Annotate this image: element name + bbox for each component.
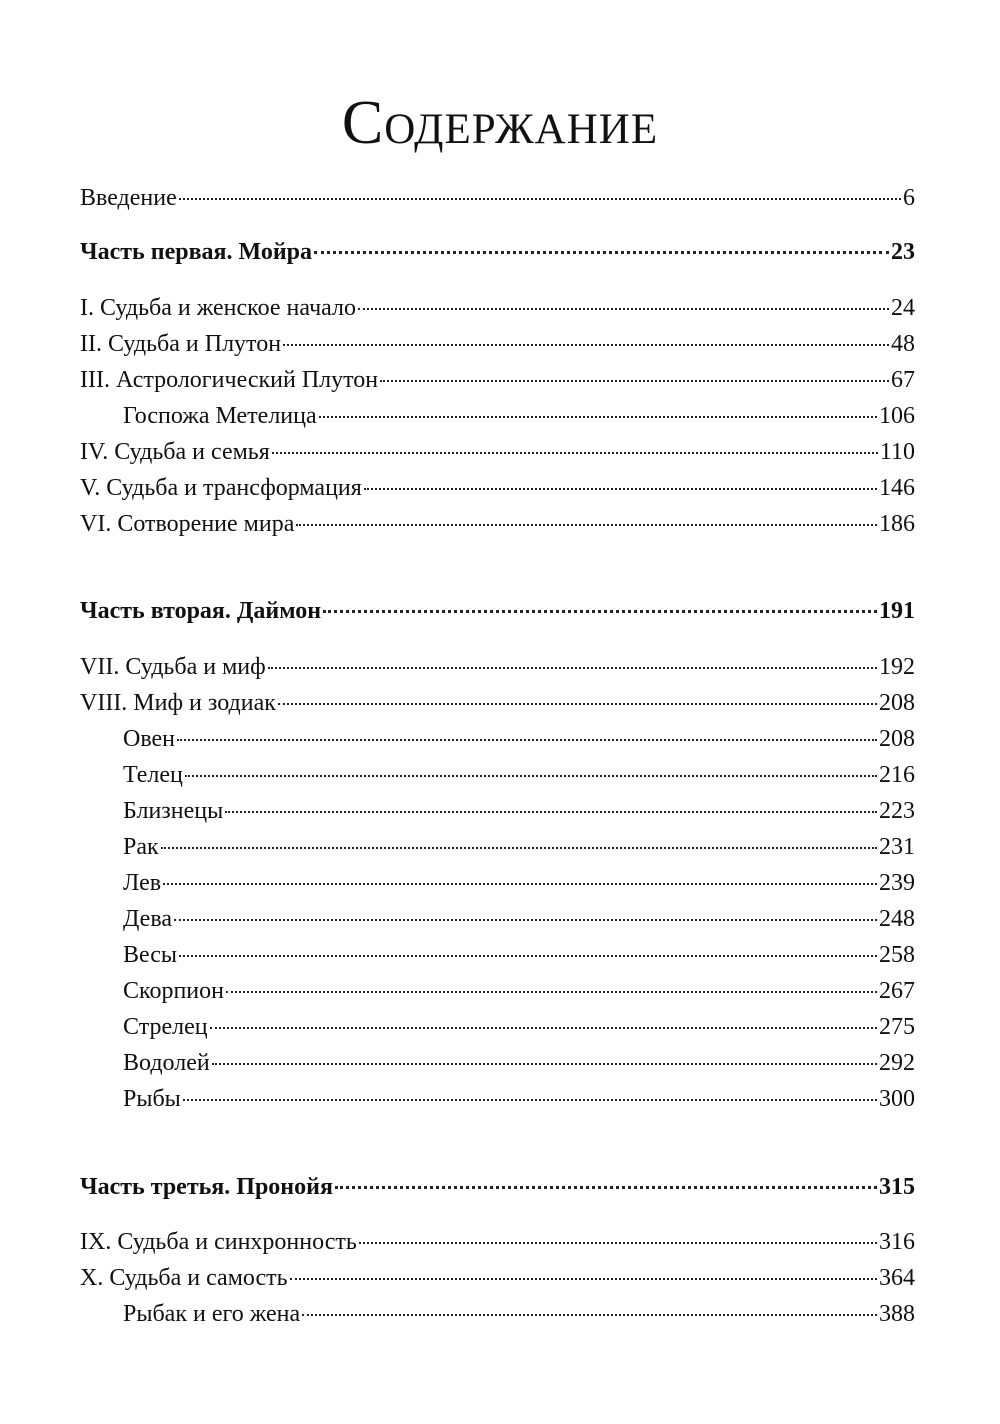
toc-entry-label: Дева [123,906,172,932]
leader-dots [226,991,877,993]
toc-entry [80,758,915,792]
toc-entry-page: 239 [879,870,915,896]
toc-entry-page: 316 [879,1229,915,1255]
toc-entry [80,1046,915,1080]
toc-entry-page: 106 [879,403,915,429]
leader-dots [268,667,877,669]
toc-entry-label: IV. Судьба и семья [80,439,270,465]
leader-dots [358,308,889,310]
leader-dots [278,703,877,705]
toc-entry-label: VI. Сотворение мира [80,511,295,537]
toc-entry-page: 248 [879,906,915,932]
toc-entry-page: 223 [879,798,915,824]
toc-entry-label: Весы [123,942,178,968]
toc-entry-label: I. Судьба и женское начало [80,295,356,321]
toc-entry-page: 300 [879,1086,915,1112]
toc-entry-label: Госпожа Метелица [123,403,317,429]
toc-entry-label: Часть первая. Мойра [80,239,313,265]
toc-entry [80,722,915,756]
toc-entry [80,435,915,469]
toc-entry-label: Стрелец [123,1014,208,1040]
toc-entry [80,686,915,720]
toc-entry-page: 24 [891,295,915,321]
toc-entry [80,794,915,828]
leader-dots [290,1278,877,1280]
toc-entry [80,181,915,215]
toc-entry-page: 258 [879,942,915,968]
toc-entry-page: 208 [879,726,915,752]
leader-dots [185,775,877,777]
toc-entry-label: II. Судьба и Плутон [80,331,282,357]
leader-dots [183,1099,877,1101]
toc-entry-label: Рыбак и его жена [123,1301,301,1327]
leader-dots [174,919,877,921]
leader-dots [272,452,878,454]
toc-entry [80,507,915,541]
toc-entry-page: 208 [879,690,915,716]
leader-dots [380,380,889,382]
toc-entry-label: Часть третья. Пронойя [80,1174,333,1200]
toc-part-heading [80,1170,915,1204]
leader-dots [319,416,877,418]
toc-entry [80,363,915,397]
leader-dots [335,1186,877,1189]
toc-entry-page: 364 [879,1265,915,1291]
toc-entry-label: Часть вторая. Даймон [80,598,322,624]
toc-entry [80,830,915,864]
toc-entry [80,291,915,325]
toc-entry-label: VIII. Миф и зодиак [80,690,276,716]
toc-entry-label: VII. Судьба и миф [80,654,266,680]
leader-dots [283,344,889,346]
toc-entry-page: 146 [879,475,915,501]
toc-entry-page: 23 [891,239,915,265]
toc-entry [80,938,915,972]
leader-dots [296,524,877,526]
toc-entry-label: V. Судьба и трансформация [80,475,362,501]
toc-entry-label: IX. Судьба и синхронность [80,1229,357,1255]
toc-entry-label: Скорпион [123,978,224,1004]
toc-entry-page: 186 [879,511,915,537]
leader-dots [225,811,877,813]
leader-dots [177,739,877,741]
toc-entry-page: 48 [891,331,915,357]
leader-dots [210,1027,877,1029]
toc-entry [80,650,915,684]
toc-entry-page: 216 [879,762,915,788]
toc-entry-page: 110 [879,439,915,465]
leader-dots [302,1314,877,1316]
toc-entry-page: 231 [879,834,915,860]
toc-entry-label: Телец [123,762,183,788]
toc-entry [80,1082,915,1116]
toc-entry-label: Рыбы [123,1086,181,1112]
toc-entry [80,1225,915,1259]
toc-entry-page: 292 [879,1050,915,1076]
leader-dots [179,955,877,957]
toc-entry-page: 67 [891,367,915,393]
toc-entry [80,327,915,361]
toc-entry [80,974,915,1008]
leader-dots [323,610,877,613]
toc-entry-page: 191 [879,598,915,624]
toc-entry [80,1010,915,1044]
toc-entry [80,866,915,900]
leader-dots [179,198,901,200]
toc-entry-page: 315 [879,1174,915,1200]
toc-entry [80,471,915,505]
toc-entry-label: X. Судьба и самость [80,1265,288,1291]
leader-dots [212,1063,877,1065]
toc-entry-label: Овен [123,726,176,752]
toc-entry-label: III. Астрологический Плутон [80,367,379,393]
toc-entry-page: 388 [879,1301,915,1327]
toc-entry-label: Рак [123,834,159,860]
toc-entry [80,902,915,936]
toc-entry-label: Введение [80,185,177,211]
leader-dots [314,251,889,254]
page-title: Содержание [341,89,659,157]
toc-entry-page: 275 [879,1014,915,1040]
toc-entry-page: 267 [879,978,915,1004]
leader-dots [163,883,877,885]
toc-entry-label: Лев [123,870,162,896]
toc-entry [80,1261,915,1295]
leader-dots [364,488,877,490]
toc-entry [80,399,915,433]
toc-entry-label: Водолей [123,1050,210,1076]
toc-entry-page: 192 [879,654,915,680]
toc-part-heading [80,235,915,269]
toc-entry [80,1297,915,1331]
leader-dots [359,1242,877,1244]
toc-entry-label: Близнецы [123,798,224,824]
toc-entry-page: 6 [903,185,915,211]
toc-part-heading [80,594,915,628]
leader-dots [161,847,877,849]
